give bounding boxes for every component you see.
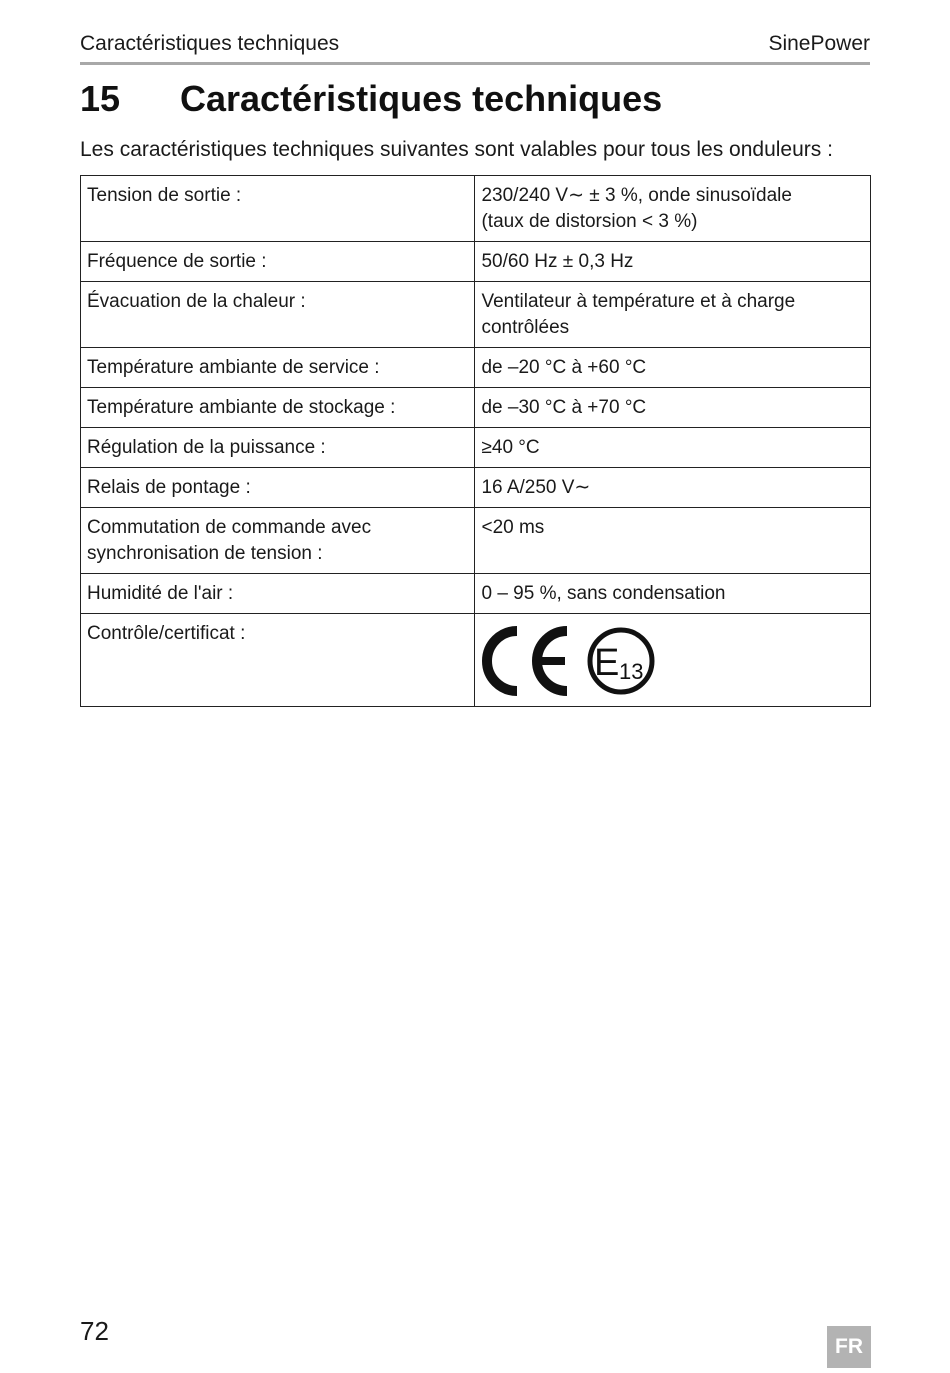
spec-value — [475, 348, 871, 388]
certification-marks — [481, 621, 864, 697]
spec-label: Température ambiante de stockage : — [81, 388, 475, 428]
spec-value-line: Ventilateur à température et à charge — [481, 291, 796, 312]
spec-value-line: <20 ms — [481, 517, 545, 538]
table-row — [81, 574, 871, 614]
spec-label-line: Commutation de commande avec — [87, 517, 372, 538]
page-number: 72 — [80, 1316, 109, 1346]
spec-label — [81, 508, 475, 574]
spec-value-line: 50/60 Hz ± 0,3 Hz — [481, 251, 634, 272]
spec-value-line: de –30 °C à +70 °C — [481, 397, 647, 418]
spec-value — [475, 508, 871, 574]
spec-label: Contrôle/certificat : — [81, 614, 475, 707]
spec-label: Fréquence de sortie : — [81, 242, 475, 282]
table-row — [81, 614, 871, 707]
spec-value — [475, 282, 871, 348]
table-row — [81, 388, 871, 428]
table-row — [81, 428, 871, 468]
ce-mark-icon — [481, 625, 575, 697]
spec-value — [475, 242, 871, 282]
chapter-heading — [80, 78, 662, 120]
spec-label: Humidité de l'air : — [81, 574, 475, 614]
e13-letter: E — [594, 642, 620, 684]
spec-value — [475, 428, 871, 468]
language-badge: FR — [827, 1326, 871, 1368]
header-section-title: Caractéristiques techniques — [80, 32, 340, 55]
spec-label: Régulation de la puissance : — [81, 428, 475, 468]
spec-value-line: 0 – 95 %, sans condensation — [481, 583, 726, 604]
spec-value — [475, 468, 871, 508]
table-row — [81, 508, 871, 574]
intro-text: Les caractéristiques techniques suivantes sont valables pour tous les onduleurs : — [80, 138, 833, 161]
spec-value — [475, 176, 871, 242]
spec-value-line: contrôlées — [481, 317, 570, 338]
table-row — [81, 176, 871, 242]
table-row — [81, 348, 871, 388]
spec-value — [475, 614, 871, 707]
e13-mark-icon — [585, 625, 657, 697]
table-row — [81, 242, 871, 282]
table-row — [81, 468, 871, 508]
spec-value — [475, 574, 871, 614]
chapter-title: Caractéristiques techniques — [180, 78, 663, 119]
spec-label: Température ambiante de service : — [81, 348, 475, 388]
spec-value-line: 230/240 V∼ ± 3 %, onde sinusoïdale — [481, 185, 792, 206]
e13-number: 13 — [619, 659, 644, 684]
spec-label-line: synchronisation de tension : — [87, 543, 323, 564]
spec-value — [475, 388, 871, 428]
chapter-number: 15 — [80, 78, 121, 119]
spec-label: Relais de pontage : — [81, 468, 475, 508]
header-product-name: SinePower — [768, 32, 870, 55]
spec-label: Évacuation de la chaleur : — [81, 282, 475, 348]
spec-value-line: (taux de distorsion < 3 %) — [481, 211, 698, 232]
spec-value-line: de –20 °C à +60 °C — [481, 357, 647, 378]
spec-label: Tension de sortie : — [81, 176, 475, 242]
specs-table — [80, 175, 871, 707]
spec-value-line: 16 A/250 V∼ — [481, 477, 591, 498]
table-row — [81, 282, 871, 348]
page-header — [80, 30, 870, 65]
spec-value-line: ≥40 °C — [481, 437, 540, 458]
